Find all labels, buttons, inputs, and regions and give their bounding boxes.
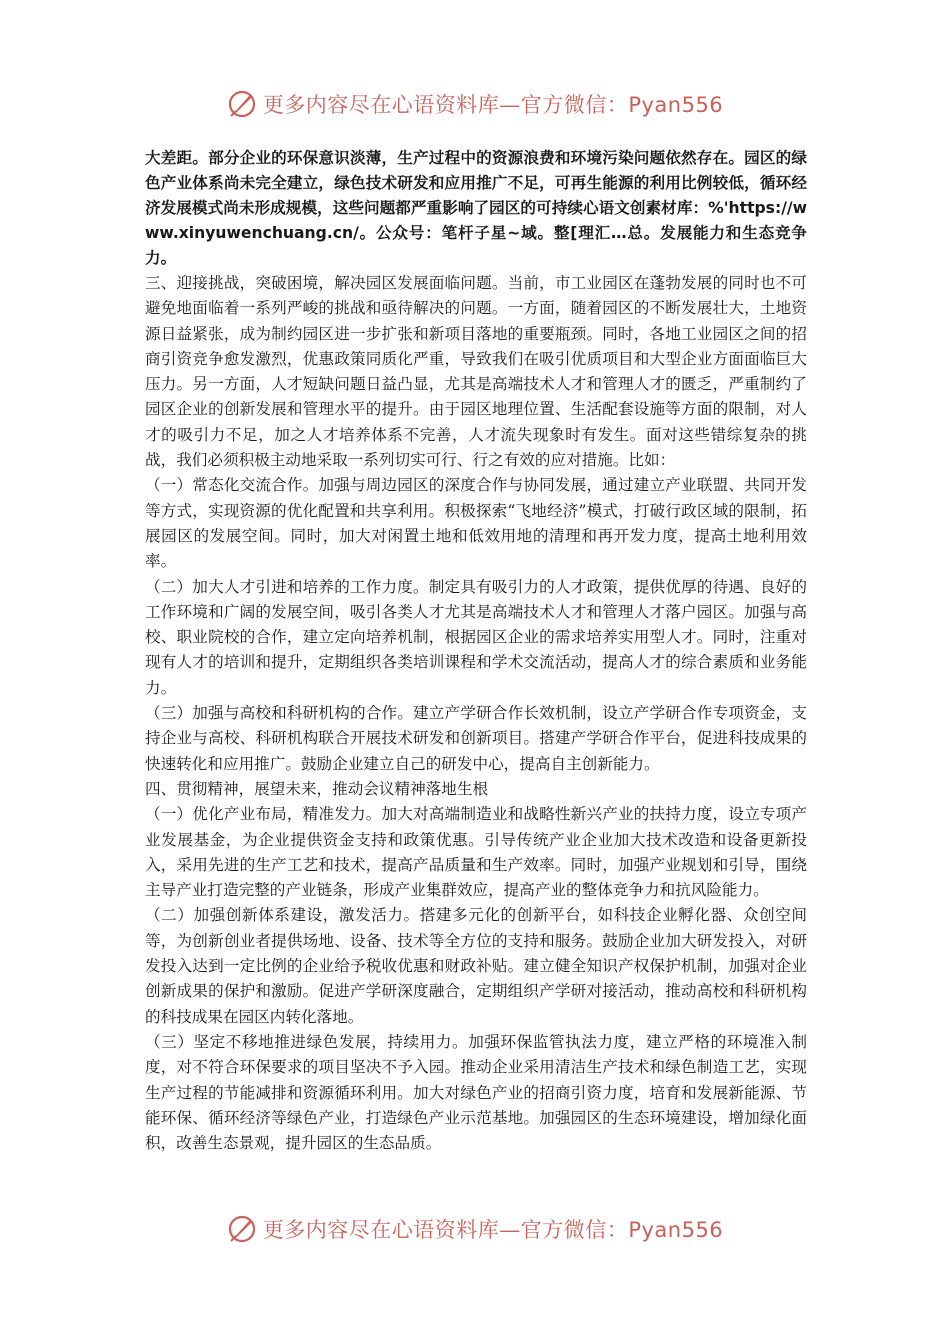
intro-paragraph: 大差距。部分企业的环保意识淡薄，生产过程中的资源浪费和环境污染问题依然存在。园区的绿色产业体系尚未完全建立，绿色技术研发和应用推广不足，可再生能源的利用比例较低，循环经济发展模式尚未形成规模，这些问题都严重影响了园区的可持续心语文创素材库：%'https://www.xinyuwenchuang.cn/。公众号：笔杆子星~域。整[理汇…总。发展能力和生态竞争力。: [145, 149, 807, 267]
footer-banner: [0, 1209, 950, 1249]
quill-logo-icon: [227, 1214, 257, 1244]
section-4-item-3: （三）坚定不移地推进绿色发展，持续用力。加强环保监管执法力度，建立严格的环境准入制度，对不符合环保要求的项目坚决不予入园。推动企业采用清洁生产技术和绿色制造工艺，实现生产过程的节能减排和资源循环利用。加大对绿色产业的招商引资力度，培育和发展新能源、节能环保、循环经济等绿色产业，打造绿色产业示范基地。加强园区的生态环境建设，增加绿化面积，改善生态景观，提升园区的生态品质。: [145, 1032, 807, 1153]
wechat-id: Pyan556: [628, 1218, 724, 1242]
header-banner: [0, 84, 950, 124]
section-4-heading: 四、贯彻精神，展望未来，推动会议精神落地生根: [145, 779, 489, 798]
section-3-paragraph: 三、迎接挑战，突破困境，解决园区发展面临问题。当前，市工业园区在蓬勃发展的同时也不可避免地面临着一系列严峻的挑战和亟待解决的问题。一方面，随着园区的不断发展壮大，土地资源日益紧张，成为制约园区进一步扩张和新项目落地的重要瓶颈。同时，各地工业园区之间的招商引资竞争愈发激烈，优惠政策同质化严重，导致我们在吸引优质项目和大型企业方面面临巨大压力。另一方面，人才短缺问题日益凸显，尤其是高端技术人才和管理人才的匮乏，严重制约了园区企业的创新发展和管理水平的提升。由于园区地理位置、生活配套设施等方面的限制，对人才的吸引力不足，加之人才培养体系不完善，人才流失现象时有发生。面对这些错综复杂的挑战，我们必须积极主动地采取一系列切实可行、行之有效的应对措施。比如：: [145, 274, 807, 470]
section-4-item-2: （二）加强创新体系建设，激发活力。搭建多元化的创新平台，如科技企业孵化器、众创空间等，为创新创业者提供场地、设备、技术等全方位的支持和服务。鼓励企业加大研发投入，对研发投入达到一定比例的企业给予税收优惠和财政补贴。建立健全知识产权保护机制，加强对企业创新成果的保护和激励。促进产学研深度融合，定期组织产学研对接活动，推动高校和科研机构的科技成果在园区内转化落地。: [145, 906, 807, 1026]
section-3-item-3: （三）加强与高校和科研机构的合作。建立产学研合作长效机制，设立产学研合作专项资金，支持企业与高校、科研机构联合开展技术研发和创新项目。搭建产学研合作平台，促进科技成果的快速转化和应用推广。鼓励企业建立自己的研发中心，提高自主创新能力。: [145, 704, 807, 773]
section-4-item-1: （一）优化产业布局，精准发力。加大对高端制造业和战略性新兴产业的扶持力度，设立专项产业发展基金，为企业提供资金支持和政策优惠。引导传统产业企业加大技术改造和设备更新投入，采用先进的生产工艺和技术，提高产品质量和生产效率。同时，加强产业规划和引导，围绕主导产业打造完整的产业链条，形成产业集群效应，提高产业的整体竞争力和抗风险能力。: [145, 805, 807, 900]
banner-text: 更多内容尽在心语资料库—官方微信：Pyan556: [262, 93, 724, 117]
section-3-item-1: （一）常态化交流合作。加强与周边园区的深度合作与协同发展，通过建立产业联盟、共同开发等方式，实现资源的优化配置和共享利用。积极探索“飞地经济”模式，打破行政区域的限制，拓展园区的发展空间。同时，加大对闲置土地和低效用地的清理和再开发力度，提高土地利用效率。: [145, 476, 807, 571]
section-3-item-2: （二）加大人才引进和培养的工作力度。制定具有吸引力的人才政策，提供优厚的待遇、良好的工作环境和广阔的发展空间，吸引各类人才尤其是高端技术人才和管理人才落户园区。加强与高校、职业院校的合作，建立定向培养机制，根据园区企业的需求培养实用型人才。同时，注重对现有人才的培训和提升，定期组织各类培训课程和学术交流活动，提高人才的综合素质和业务能力。: [145, 577, 807, 697]
banner-text: 更多内容尽在心语资料库—官方微信：Pyan556: [262, 1218, 724, 1242]
quill-logo-icon: [227, 89, 257, 119]
document-body: [145, 146, 807, 1156]
wechat-id: Pyan556: [628, 93, 724, 117]
